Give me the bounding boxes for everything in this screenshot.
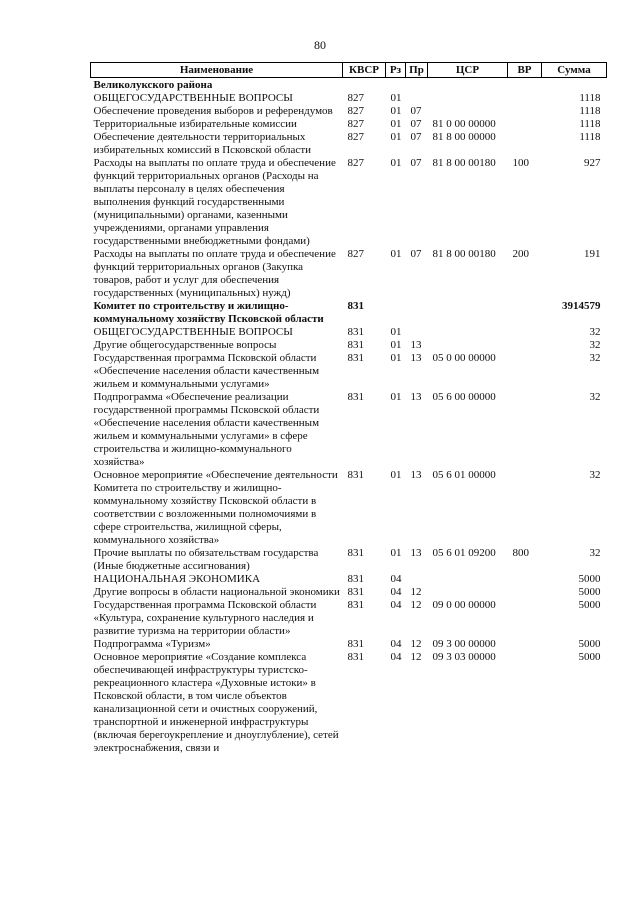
- row-csr: [428, 78, 508, 93]
- row-pr: [406, 92, 428, 105]
- header-pr: Пр: [406, 63, 428, 78]
- row-vr: [508, 638, 542, 651]
- row-vr: [508, 391, 542, 469]
- row-sum: 32: [589, 339, 601, 351]
- row-pr: 12: [410, 651, 422, 663]
- row-pr: 12: [410, 586, 422, 598]
- table-header-row: [91, 63, 607, 78]
- row-vr: [508, 78, 542, 93]
- row-sum: 32: [589, 326, 601, 338]
- row-rz: 01: [390, 547, 402, 559]
- row-kvsr: 827: [347, 131, 364, 143]
- row-rz: 01: [390, 118, 402, 130]
- row-name: Расходы на выплаты по оплате труда и обеспечение функций территориальных органов (Расходы на выплаты персоналу в целях обеспечения выполнения функций государственными (муниципальными) органами, казенными учреждениями, органами управления государственными внебюджетными фондами): [93, 157, 336, 247]
- row-kvsr: 827: [347, 105, 364, 117]
- row-pr: 07: [410, 157, 422, 169]
- row-csr: 05 6 01 00000: [432, 469, 496, 481]
- row-sum: 191: [584, 248, 601, 260]
- table-row: [91, 248, 607, 300]
- row-name: Основное мероприятие «Обеспечение деятельности Комитета по строительству и жилищно-коммунальному хозяйству Псковской области в соответствии с возложенными полномочиями в сфере строительства, жилищной сферы, коммунального хозяйства»: [93, 469, 338, 546]
- page-number: 80: [314, 38, 326, 52]
- row-csr: 81 0 00 00000: [432, 118, 496, 130]
- row-vr: [508, 339, 542, 352]
- row-csr: [428, 300, 508, 326]
- row-name: Обеспечение проведения выборов и референдумов: [93, 105, 333, 117]
- table-row: [91, 157, 607, 248]
- row-sum: 927: [584, 157, 601, 169]
- table-row: [91, 547, 607, 573]
- row-sum: 1118: [579, 92, 601, 104]
- row-vr: [508, 651, 542, 755]
- table-row: [91, 638, 607, 651]
- row-vr: [508, 92, 542, 105]
- table-row: [91, 339, 607, 352]
- row-sum: 1118: [579, 105, 601, 117]
- row-name: Основное мероприятие «Создание комплекса обеспечивающей инфраструктуры туристско-рекреационного кластера «Духовные истоки» в Псковской области, в том числе объектов канализационной сети и очистных сооружений, транспортной и инженерной инфраструктуры (включая берегоукрепление и дноуглубление), сетей электроснабжения, связи и: [93, 651, 339, 754]
- row-vr: [508, 105, 542, 118]
- row-sum: 32: [589, 547, 601, 559]
- row-pr: 07: [410, 131, 422, 143]
- row-rz: 01: [390, 157, 402, 169]
- row-kvsr: 831: [347, 339, 364, 351]
- row-kvsr: 831: [347, 573, 364, 585]
- row-vr: [508, 326, 542, 339]
- row-vr: [508, 118, 542, 131]
- header-csr: ЦСР: [428, 63, 508, 78]
- row-kvsr: 831: [347, 599, 364, 611]
- row-name: ОБЩЕГОСУДАРСТВЕННЫЕ ВОПРОСЫ: [93, 326, 293, 338]
- row-vr: [508, 352, 542, 391]
- budget-table: [90, 62, 607, 755]
- row-pr: 13: [410, 339, 422, 351]
- table-row: [91, 352, 607, 391]
- row-pr: 13: [410, 391, 422, 403]
- row-csr: 09 0 00 00000: [432, 599, 496, 611]
- row-name: Комитет по строительству и жилищно-коммунальному хозяйству Псковской области: [93, 300, 324, 325]
- row-csr: 81 8 00 00180: [432, 248, 496, 260]
- table-row: [91, 78, 607, 93]
- row-kvsr: 831: [347, 651, 364, 663]
- row-rz: 01: [390, 391, 402, 403]
- table-row: [91, 300, 607, 326]
- row-csr: [428, 92, 508, 105]
- row-kvsr: 827: [347, 118, 364, 130]
- row-kvsr: 827: [347, 248, 364, 260]
- row-pr: 12: [410, 638, 422, 650]
- row-rz: 04: [390, 638, 402, 650]
- row-vr: [508, 469, 542, 547]
- row-name: Обеспечение деятельности территориальных избирательных комиссий в Псковской области: [93, 131, 312, 156]
- row-kvsr: 831: [347, 469, 364, 481]
- row-csr: 81 8 00 00180: [432, 157, 496, 169]
- table-row: [91, 651, 607, 755]
- header-vr: ВР: [508, 63, 542, 78]
- row-kvsr: 827: [347, 157, 364, 169]
- row-csr: [428, 339, 508, 352]
- row-csr: [428, 326, 508, 339]
- row-csr: 09 3 00 00000: [432, 638, 496, 650]
- row-kvsr: 831: [347, 352, 364, 364]
- row-sum: 32: [589, 352, 601, 364]
- header-name: Наименование: [91, 63, 343, 78]
- table-row: [91, 118, 607, 131]
- row-csr: 81 8 00 00000: [432, 131, 496, 143]
- row-csr: [428, 573, 508, 586]
- row-sum: 1118: [579, 118, 601, 130]
- row-vr: [508, 573, 542, 586]
- row-rz: 01: [390, 326, 402, 338]
- row-pr: [406, 326, 428, 339]
- row-name: Другие общегосударственные вопросы: [93, 339, 277, 351]
- row-kvsr: 831: [347, 547, 364, 559]
- row-csr: 05 6 00 00000: [432, 391, 496, 403]
- row-csr: [428, 586, 508, 599]
- table-row: [91, 391, 607, 469]
- row-csr: 05 6 01 09200: [432, 547, 496, 559]
- row-pr: 12: [410, 599, 422, 611]
- row-csr: 09 3 03 00000: [432, 651, 496, 663]
- row-sum: 5000: [578, 599, 601, 611]
- row-rz: 04: [390, 573, 402, 585]
- row-rz: 01: [390, 92, 402, 104]
- row-rz: [386, 78, 406, 93]
- header-kvsr: КВСР: [343, 63, 386, 78]
- row-kvsr: 827: [347, 92, 364, 104]
- row-pr: [406, 573, 428, 586]
- row-sum: 32: [589, 469, 601, 481]
- row-name: Государственная программа Псковской области «Обеспечение населения области качественным жильем и коммунальными услугами»: [93, 352, 320, 390]
- row-sum: 32: [589, 391, 601, 403]
- header-sum: Сумма: [542, 63, 607, 78]
- table-row: [91, 105, 607, 118]
- row-name: Подпрограмма «Обеспечение реализации государственной программы Псковской области «Обеспечение населения области качественным жильем и коммунальными услугами» в сфере строительства и жилищно-коммунального хозяйства»: [93, 391, 320, 468]
- row-pr: 07: [410, 118, 422, 130]
- table-body: [91, 78, 607, 756]
- row-rz: 01: [390, 105, 402, 117]
- row-rz: 04: [390, 599, 402, 611]
- row-kvsr: 831: [347, 638, 364, 650]
- row-rz: [386, 300, 406, 326]
- header-rz: Рз: [386, 63, 406, 78]
- table-row: [91, 326, 607, 339]
- row-kvsr: 831: [347, 326, 364, 338]
- row-pr: 07: [410, 105, 422, 117]
- row-rz: 01: [390, 131, 402, 143]
- row-kvsr: 831: [347, 391, 364, 403]
- table-row: [91, 573, 607, 586]
- row-vr: 200: [512, 248, 529, 260]
- row-sum: 5000: [578, 651, 601, 663]
- row-rz: 04: [390, 651, 402, 663]
- row-name: Расходы на выплаты по оплате труда и обеспечение функций территориальных органов (Закупка товаров, работ и услуг для обеспечения государственных (муниципальных) нужд): [93, 248, 336, 299]
- row-sum: 1118: [579, 131, 601, 143]
- row-sum: 5000: [578, 586, 601, 598]
- row-rz: 01: [390, 352, 402, 364]
- table-row: [91, 131, 607, 157]
- row-name: Другие вопросы в области национальной экономики: [93, 586, 340, 598]
- row-vr: [508, 586, 542, 599]
- table-row: [91, 469, 607, 547]
- row-kvsr: 831: [347, 586, 364, 598]
- row-kvsr: 831: [347, 300, 364, 312]
- row-pr: 13: [410, 547, 422, 559]
- row-name: Государственная программа Псковской области «Культура, сохранение культурного наследия и развитие туризма на территории области»: [93, 599, 317, 637]
- row-sum: 3914579: [562, 300, 601, 312]
- row-pr: [406, 78, 428, 93]
- row-pr: 13: [410, 352, 422, 364]
- table-row: [91, 92, 607, 105]
- row-sum: [542, 78, 607, 93]
- row-name: Прочие выплаты по обязательствам государства (Иные бюджетные ассигнования): [93, 547, 319, 572]
- row-pr: 07: [410, 248, 422, 260]
- table-row: [91, 586, 607, 599]
- row-vr: [508, 131, 542, 157]
- row-rz: 01: [390, 248, 402, 260]
- row-sum: 5000: [578, 573, 601, 585]
- row-vr: 100: [512, 157, 529, 169]
- row-kvsr: [343, 78, 386, 93]
- row-name: ОБЩЕГОСУДАРСТВЕННЫЕ ВОПРОСЫ: [93, 92, 293, 104]
- row-vr: [508, 599, 542, 638]
- row-name: НАЦИОНАЛЬНАЯ ЭКОНОМИКА: [93, 573, 261, 585]
- row-pr: 13: [410, 469, 422, 481]
- row-rz: 01: [390, 469, 402, 481]
- row-pr: [406, 300, 428, 326]
- row-name: Великолукского района: [93, 79, 213, 91]
- row-sum: 5000: [578, 638, 601, 650]
- row-csr: [428, 105, 508, 118]
- row-vr: [508, 300, 542, 326]
- row-rz: 01: [390, 339, 402, 351]
- row-name: Территориальные избирательные комиссии: [93, 118, 297, 130]
- row-name: Подпрограмма «Туризм»: [93, 638, 211, 650]
- row-csr: 05 0 00 00000: [432, 352, 496, 364]
- row-rz: 04: [390, 586, 402, 598]
- table-row: [91, 599, 607, 638]
- row-vr: 800: [512, 547, 529, 559]
